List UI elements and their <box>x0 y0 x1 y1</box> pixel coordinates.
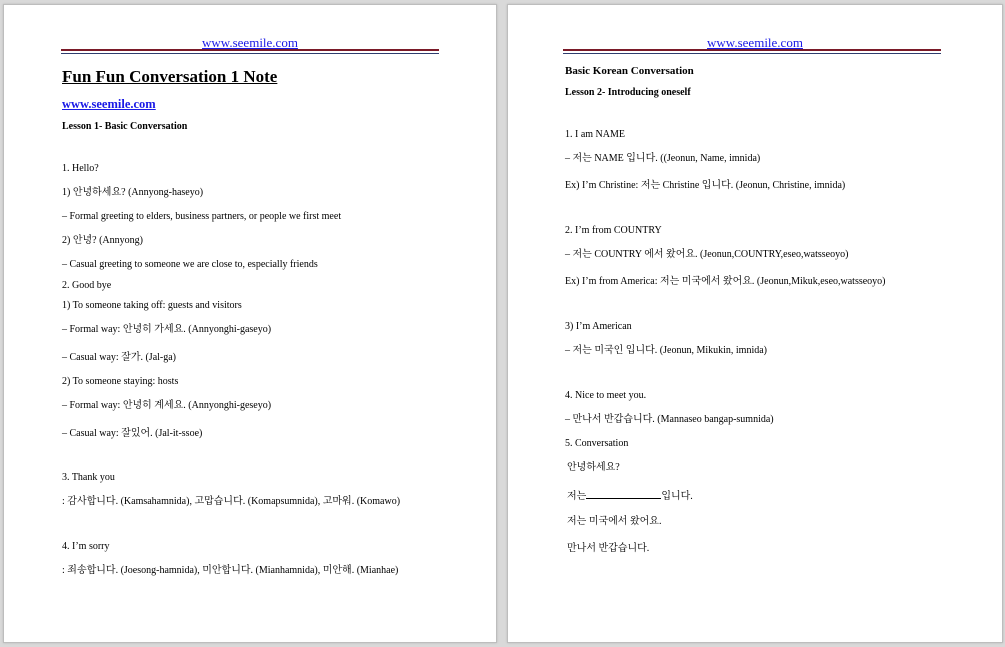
text-line: 1) 안녕하세요? (Annyong-haseyo) <box>62 187 204 198</box>
header-rule <box>563 49 941 54</box>
section-heading: 4. Nice to meet you. <box>565 390 647 401</box>
document-title: Fun Fun Conversation 1 Note <box>62 67 278 86</box>
text-line: : 감사합니다. (Kamsahamnida), 고맙습니다. (Komapsumnida), 고마워. (Komawo) <box>62 496 401 507</box>
section-heading: 2. I’m from COUNTRY <box>565 225 662 236</box>
section-heading: 1. I am NAME <box>565 129 625 140</box>
text-line: 2) 안녕? (Annyong) <box>62 235 143 246</box>
text-line: – 저는 미국인 입니다. (Jeonun, Mikukin, imnida) <box>565 345 767 356</box>
header-link[interactable]: www.seemile.com <box>202 35 298 50</box>
section-heading: 1. Hello? <box>62 163 99 174</box>
header-rule <box>61 49 439 54</box>
text-line: Ex) I’m from America: 저는 미국에서 왔어요. (Jeonun,Mikuk,eseo,watsseoyo) <box>565 276 886 287</box>
lesson-heading: Lesson 2- Introducing oneself <box>565 87 691 98</box>
text-line: – Formal greeting to elders, business partners, or people we first meet <box>62 211 342 222</box>
fill-in-suffix: 입니다. <box>661 491 693 502</box>
section-title: Basic Korean Conversation <box>565 65 694 77</box>
text-line: 1) To someone taking off: guests and visitors <box>62 300 242 311</box>
conversation-line: 만나서 반갑습니다. <box>567 543 650 554</box>
section-heading: 4. I’m sorry <box>62 541 110 552</box>
conversation-line: 저는 미국에서 왔어요. <box>567 516 662 527</box>
document-page-right <box>507 4 1003 643</box>
text-line: Ex) I’m Christine: 저는 Christine 입니다. (Jeonun, Christine, imnida) <box>565 180 846 191</box>
header-link[interactable]: www.seemile.com <box>707 35 803 50</box>
section-heading: 2. Good bye <box>62 280 112 291</box>
text-line: – 만나서 반갑습니다. (Mannaseo bangap-sumnida) <box>565 414 774 425</box>
section-heading: 3) I’m American <box>565 321 632 332</box>
text-line: : 죄송합니다. (Joesong-hamnida), 미안합니다. (Mianhamnida), 미안해. (Mianhae) <box>62 565 399 576</box>
text-line: – 저는 NAME 입니다. ((Jeonun, Name, imnida) <box>565 153 761 164</box>
section-heading: 3. Thank you <box>62 472 115 483</box>
text-line: – Casual way: 잘있어. (Jal-it-ssoe) <box>62 428 203 439</box>
text-line: – Casual greeting to someone we are close to, especially friends <box>62 259 318 270</box>
text-line: – 저는 COUNTRY 에서 왔어요. (Jeonun,COUNTRY,eseo,watsseoyo) <box>565 249 849 260</box>
text-line: – Formal way: 안녕히 가세요. (Annyonghi-gaseyo) <box>62 324 272 335</box>
site-link[interactable]: www.seemile.com <box>62 97 156 111</box>
text-line: 2) To someone staying: hosts <box>62 376 179 387</box>
document-page-left <box>3 4 497 643</box>
text-line: – Formal way: 안녕히 계세요. (Annyonghi-geseyo) <box>62 400 272 411</box>
fill-in-prefix: 저는 <box>567 491 587 502</box>
lesson-heading: Lesson 1- Basic Conversation <box>62 121 188 132</box>
fill-in-blank <box>586 489 661 499</box>
conversation-line: 안녕하세요? <box>567 462 620 473</box>
text-line: – Casual way: 잘가. (Jal-ga) <box>62 352 177 363</box>
fill-in-line <box>567 489 693 503</box>
section-heading: 5. Conversation <box>565 438 629 449</box>
